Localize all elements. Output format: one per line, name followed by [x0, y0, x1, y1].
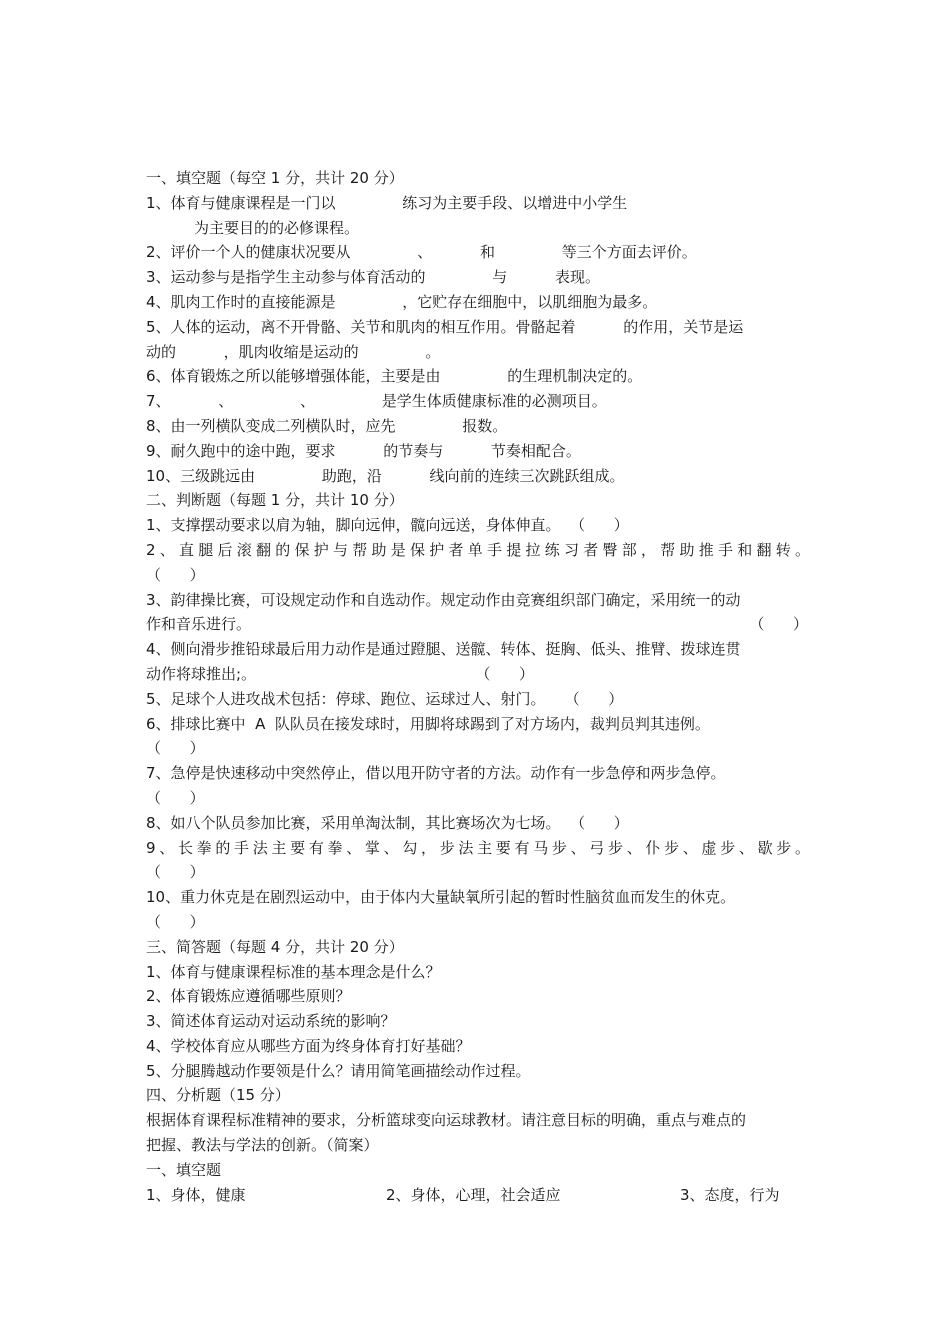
s2-question-5: 5、足球个人进攻战术包括：停球、跑位、运球过人、射门。 （ ） [146, 689, 624, 708]
s4-body: 根据体育课程标准精神的要求，分析篮球变向运球教材。请注意目标的明确，重点与难点的 [146, 1111, 747, 1130]
s2-question-3-paren: （ ） [749, 615, 808, 634]
s2-question-9: 9、长拳的手法主要有拳、掌、勾，步法主要有马步、弓步、仆步、虚步、歇步。 [146, 838, 810, 857]
s1-question-7: 7、 、 、 是学生体质健康标准的必测项目。 [146, 392, 607, 411]
exam-document [146, 166, 810, 1207]
answers-row [146, 1183, 810, 1208]
answer-1: 1、身体，健康 [146, 1185, 246, 1204]
s1-question-1: 1、体育与健康课程是一门以 练习为主要手段、以增进中小学生 [146, 193, 628, 212]
s1-question-5-cont: 动的 ，肌肉收缩是运动的 。 [146, 342, 441, 361]
s3-question-1: 1、体育与健康课程标准的基本理念是什么？ [146, 962, 441, 981]
s2-question-3-cont: 作和音乐进行。 [146, 615, 252, 634]
s1-question-5: 5、人体的运动，离不开骨骼、关节和肌肉的相互作用。骨骼起着 的作用，关节是运 [146, 317, 744, 336]
s2-question-6-paren: （ ） [146, 739, 205, 758]
s2-question-2: 2、直腿后滚翻的保护与帮助是保护者单手提拉练习者臀部，帮助推手和翻转。 [146, 540, 810, 559]
s2-question-2-paren: （ ） [146, 565, 205, 584]
section4-heading: 四、分析题（15 分） [146, 1086, 290, 1105]
s2-question-1: 1、支撑摆动要求以肩为轴，脚向远伸，髋向远送，身体伸直。 （ ） [146, 516, 629, 535]
s2-question-7: 7、急停是快速移动中突然停止，借以甩开防守者的方法。动作有一步急停和两步急停。 [146, 764, 726, 783]
s2-question-3: 3、韵律操比赛，可设规定动作和自选动作。规定动作由竞赛组织部门确定，采用统一的动 [146, 590, 741, 609]
section2-heading: 二、判断题（每题 1 分，共计 10 分） [146, 491, 404, 510]
s4-body-cont: 把握、教法与学法的创新。（简案） [146, 1136, 379, 1155]
s1-question-10: 10、三级跳远由 助跑，沿 线向前的连续三次跳跃组成。 [146, 466, 625, 485]
s2-question-10-paren: （ ） [146, 912, 205, 931]
answer-2: 2、身体，心理，社会适应 [386, 1185, 561, 1204]
section3-heading: 三、简答题（每题 4 分，共计 20 分） [146, 937, 404, 956]
s1-question-6: 6、体育锻炼之所以能够增强体能，主要是由 的生理机制决定的。 [146, 367, 643, 386]
s1-question-2: 2、评价一个人的健康状况要从 、 和 等三个方面去评价。 [146, 243, 697, 262]
s2-question-4-cont: 动作将球推出;。 （ ） [146, 664, 534, 683]
s3-question-4: 4、学校体育应从哪些方面为终身体育打好基础？ [146, 1036, 471, 1055]
s2-question-6: 6、排球比赛中 A 队队员在接发球时，用脚将球踢到了对方场内，裁判员判其违例。 [146, 714, 710, 733]
section1-heading: 一、填空题（每空 1 分，共计 20 分） [146, 169, 404, 187]
answers-heading: 一、填空题 [146, 1160, 222, 1179]
s3-question-3: 3、简述体育运动对运动系统的影响？ [146, 1012, 396, 1031]
s2-question-8: 8、如八个队员参加比赛，采用单淘汰制，其比赛场次为七场。 （ ） [146, 813, 629, 832]
answer-3: 3、态度，行为 [680, 1185, 780, 1204]
s1-question-9: 9、耐久跑中的途中跑，要求 的节奏与 节奏相配合。 [146, 441, 581, 460]
s1-question-8: 8、由一列横队变成二列横队时，应先 报数。 [146, 416, 508, 435]
s2-question-10: 10、重力休克是在剧烈运动中，由于体内大量缺氧所引起的暂时性脑贫血而发生的休克。 [146, 888, 736, 907]
s1-question-4: 4、肌肉工作时的直接能源是 ，它贮存在细胞中，以肌细胞为最多。 [146, 292, 658, 311]
s1-question-3: 3、运动参与是指学生主动参与体育活动的 与 表现。 [146, 268, 600, 287]
s2-question-9-paren: （ ） [146, 863, 205, 882]
s3-question-2: 2、体育锻炼应遵循哪些原则？ [146, 987, 351, 1006]
s2-question-7-paren: （ ） [146, 788, 205, 807]
s1-question-1-cont: 为主要目的的必修课程。 [194, 218, 360, 237]
s2-question-4: 4、侧向滑步推铅球最后用力动作是通过蹬腿、送髋、转体、挺胸、低头、推臂、拨球连贯 [146, 640, 741, 659]
s3-question-5: 5、分腿腾越动作要领是什么？请用简笔画描绘动作过程。 [146, 1061, 531, 1080]
